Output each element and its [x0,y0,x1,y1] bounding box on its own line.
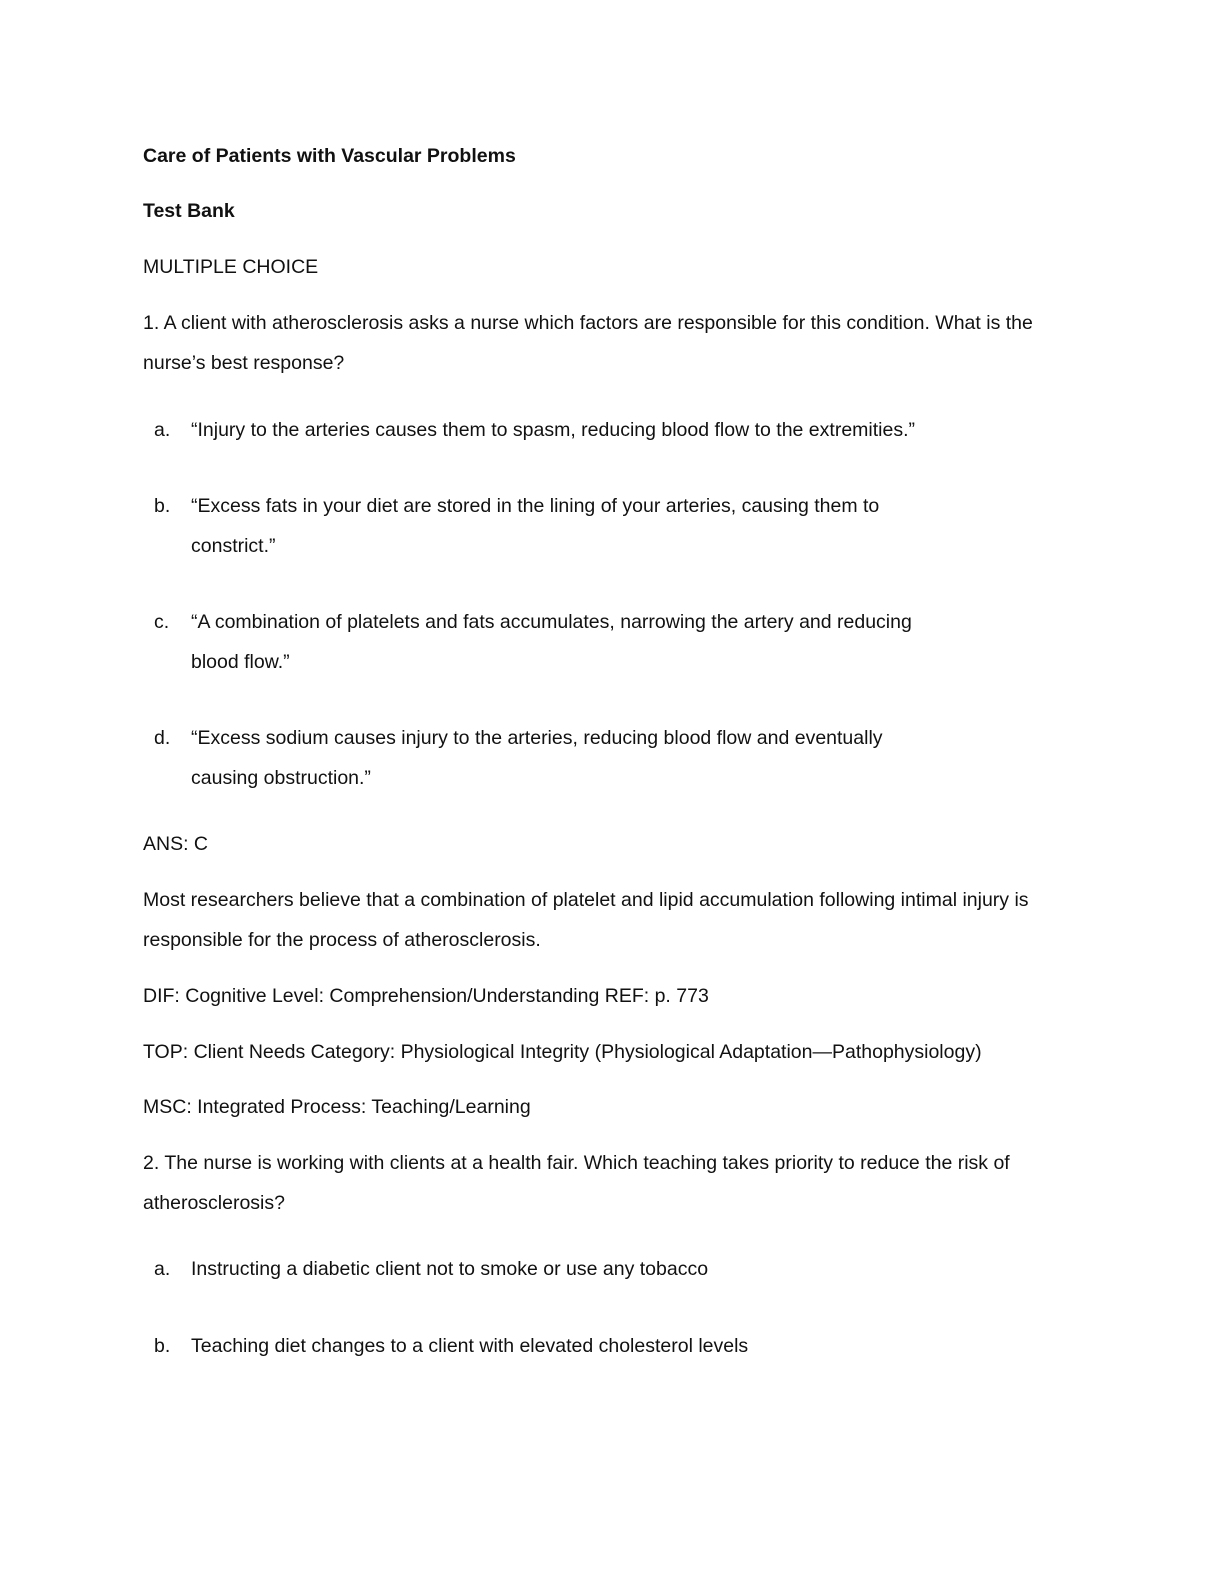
question-2-stem-line: 2. The nurse is working with clients at a health fair. Which teaching takes priority to reduce the risk of [143,1152,1010,1174]
question-1-difficulty: DIF: Cognitive Level: Comprehension/Understanding REF: p. 773 [143,985,709,1007]
option-letter: c. [154,611,170,633]
option-letter: d. [154,727,171,749]
option-text-line: “A combination of platelets and fats accumulates, narrowing the artery and reducing [191,611,912,633]
option-text [191,486,879,566]
question-2-stem-line: atherosclerosis? [143,1192,285,1214]
question-2-stem [143,1143,1083,1223]
option-letter: b. [154,1335,171,1357]
option-text-line: “Excess fats in your diet are stored in the lining of your arteries, causing them to [191,495,880,517]
option-text-line: Instructing a diabetic client not to smoke or use any tobacco [191,1258,709,1280]
option-letter: a. [154,1258,171,1280]
option-letter: b. [154,495,171,517]
rationale-line: responsible for the process of atherosclerosis. [143,929,541,951]
option-text-line: blood flow.” [191,651,290,673]
option-text [191,602,912,682]
rationale-line: Most researchers believe that a combination of platelet and lipid accumulation following intimal injury is [143,889,1029,911]
option-text-line: “Injury to the arteries causes them to spasm, reducing blood flow to the extremities.” [191,419,915,441]
question-1-topic: TOP: Client Needs Category: Physiological Integrity (Physiological Adaptation—Pathophysiology) [143,1041,982,1063]
document-title: Care of Patients with Vascular Problems [143,145,516,167]
question-1-misc: MSC: Integrated Process: Teaching/Learning [143,1096,531,1118]
option-text-line: constrict.” [191,535,276,557]
section-heading: MULTIPLE CHOICE [143,256,319,278]
option-text [191,718,883,798]
question-1-stem [143,303,1083,383]
question-1-rationale [143,880,1083,960]
option-text [191,410,915,450]
option-text-line: causing obstruction.” [191,767,371,789]
option-text-line: “Excess sodium causes injury to the arteries, reducing blood flow and eventually [191,727,883,749]
option-text-line: Teaching diet changes to a client with elevated cholesterol levels [191,1335,749,1357]
option-text [191,1326,748,1366]
document-subtitle: Test Bank [143,200,235,222]
question-1-stem-line: nurse’s best response? [143,352,345,374]
question-1-stem-line: 1. A client with atherosclerosis asks a nurse which factors are responsible for this condition. What is the [143,312,1033,334]
option-letter: a. [154,419,171,441]
option-text [191,1249,708,1289]
question-1-answer: ANS: C [143,833,209,855]
